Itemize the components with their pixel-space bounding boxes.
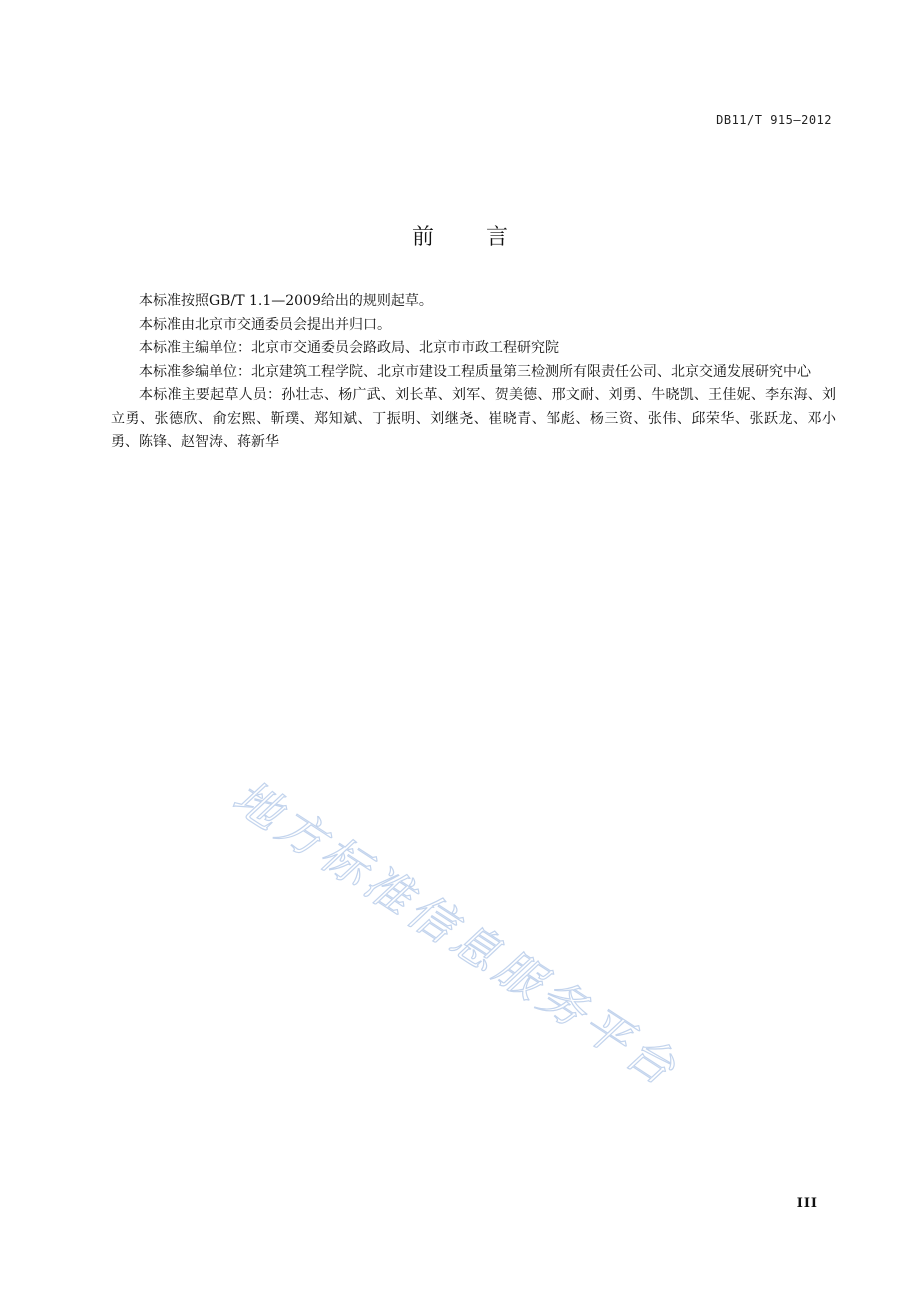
watermark: 地方标准信息服务平台 bbox=[223, 769, 690, 1098]
paragraph-drafters: 本标准主要起草人员：孙壮志、杨广武、刘长革、刘军、贺美德、邢文耐、刘勇、牛晓凯、王佳妮、李东海、刘立勇、张德欣、俞宏熙、靳璞、郑知斌、丁振明、刘继尧、崔晓青、邹彪、杨三资、张伟、邱荣华、张跃龙、邓小勇、陈锋、赵智涛、蒋新华 bbox=[111, 387, 836, 450]
page-title: 前言 bbox=[411, 224, 560, 250]
document-code: DB11/T 915—2012 bbox=[716, 113, 832, 127]
paragraph-participating-units: 本标准参编单位：北京建筑工程学院、北京市建设工程质量第三检测所有限责任公司、北京交通发展研究中心 bbox=[139, 363, 811, 380]
foreword-body bbox=[111, 290, 836, 455]
paragraph-chief-editor: 本标准主编单位：北京市交通委员会路政局、北京市市政工程研究院 bbox=[139, 340, 559, 356]
paragraph-drafting-rules: 本标准按照GB/T 1.1—2009给出的规则起草。 bbox=[139, 293, 433, 309]
page-number: III bbox=[796, 1196, 818, 1211]
paragraph-proposer: 本标准由北京市交通委员会提出并归口。 bbox=[139, 316, 391, 333]
